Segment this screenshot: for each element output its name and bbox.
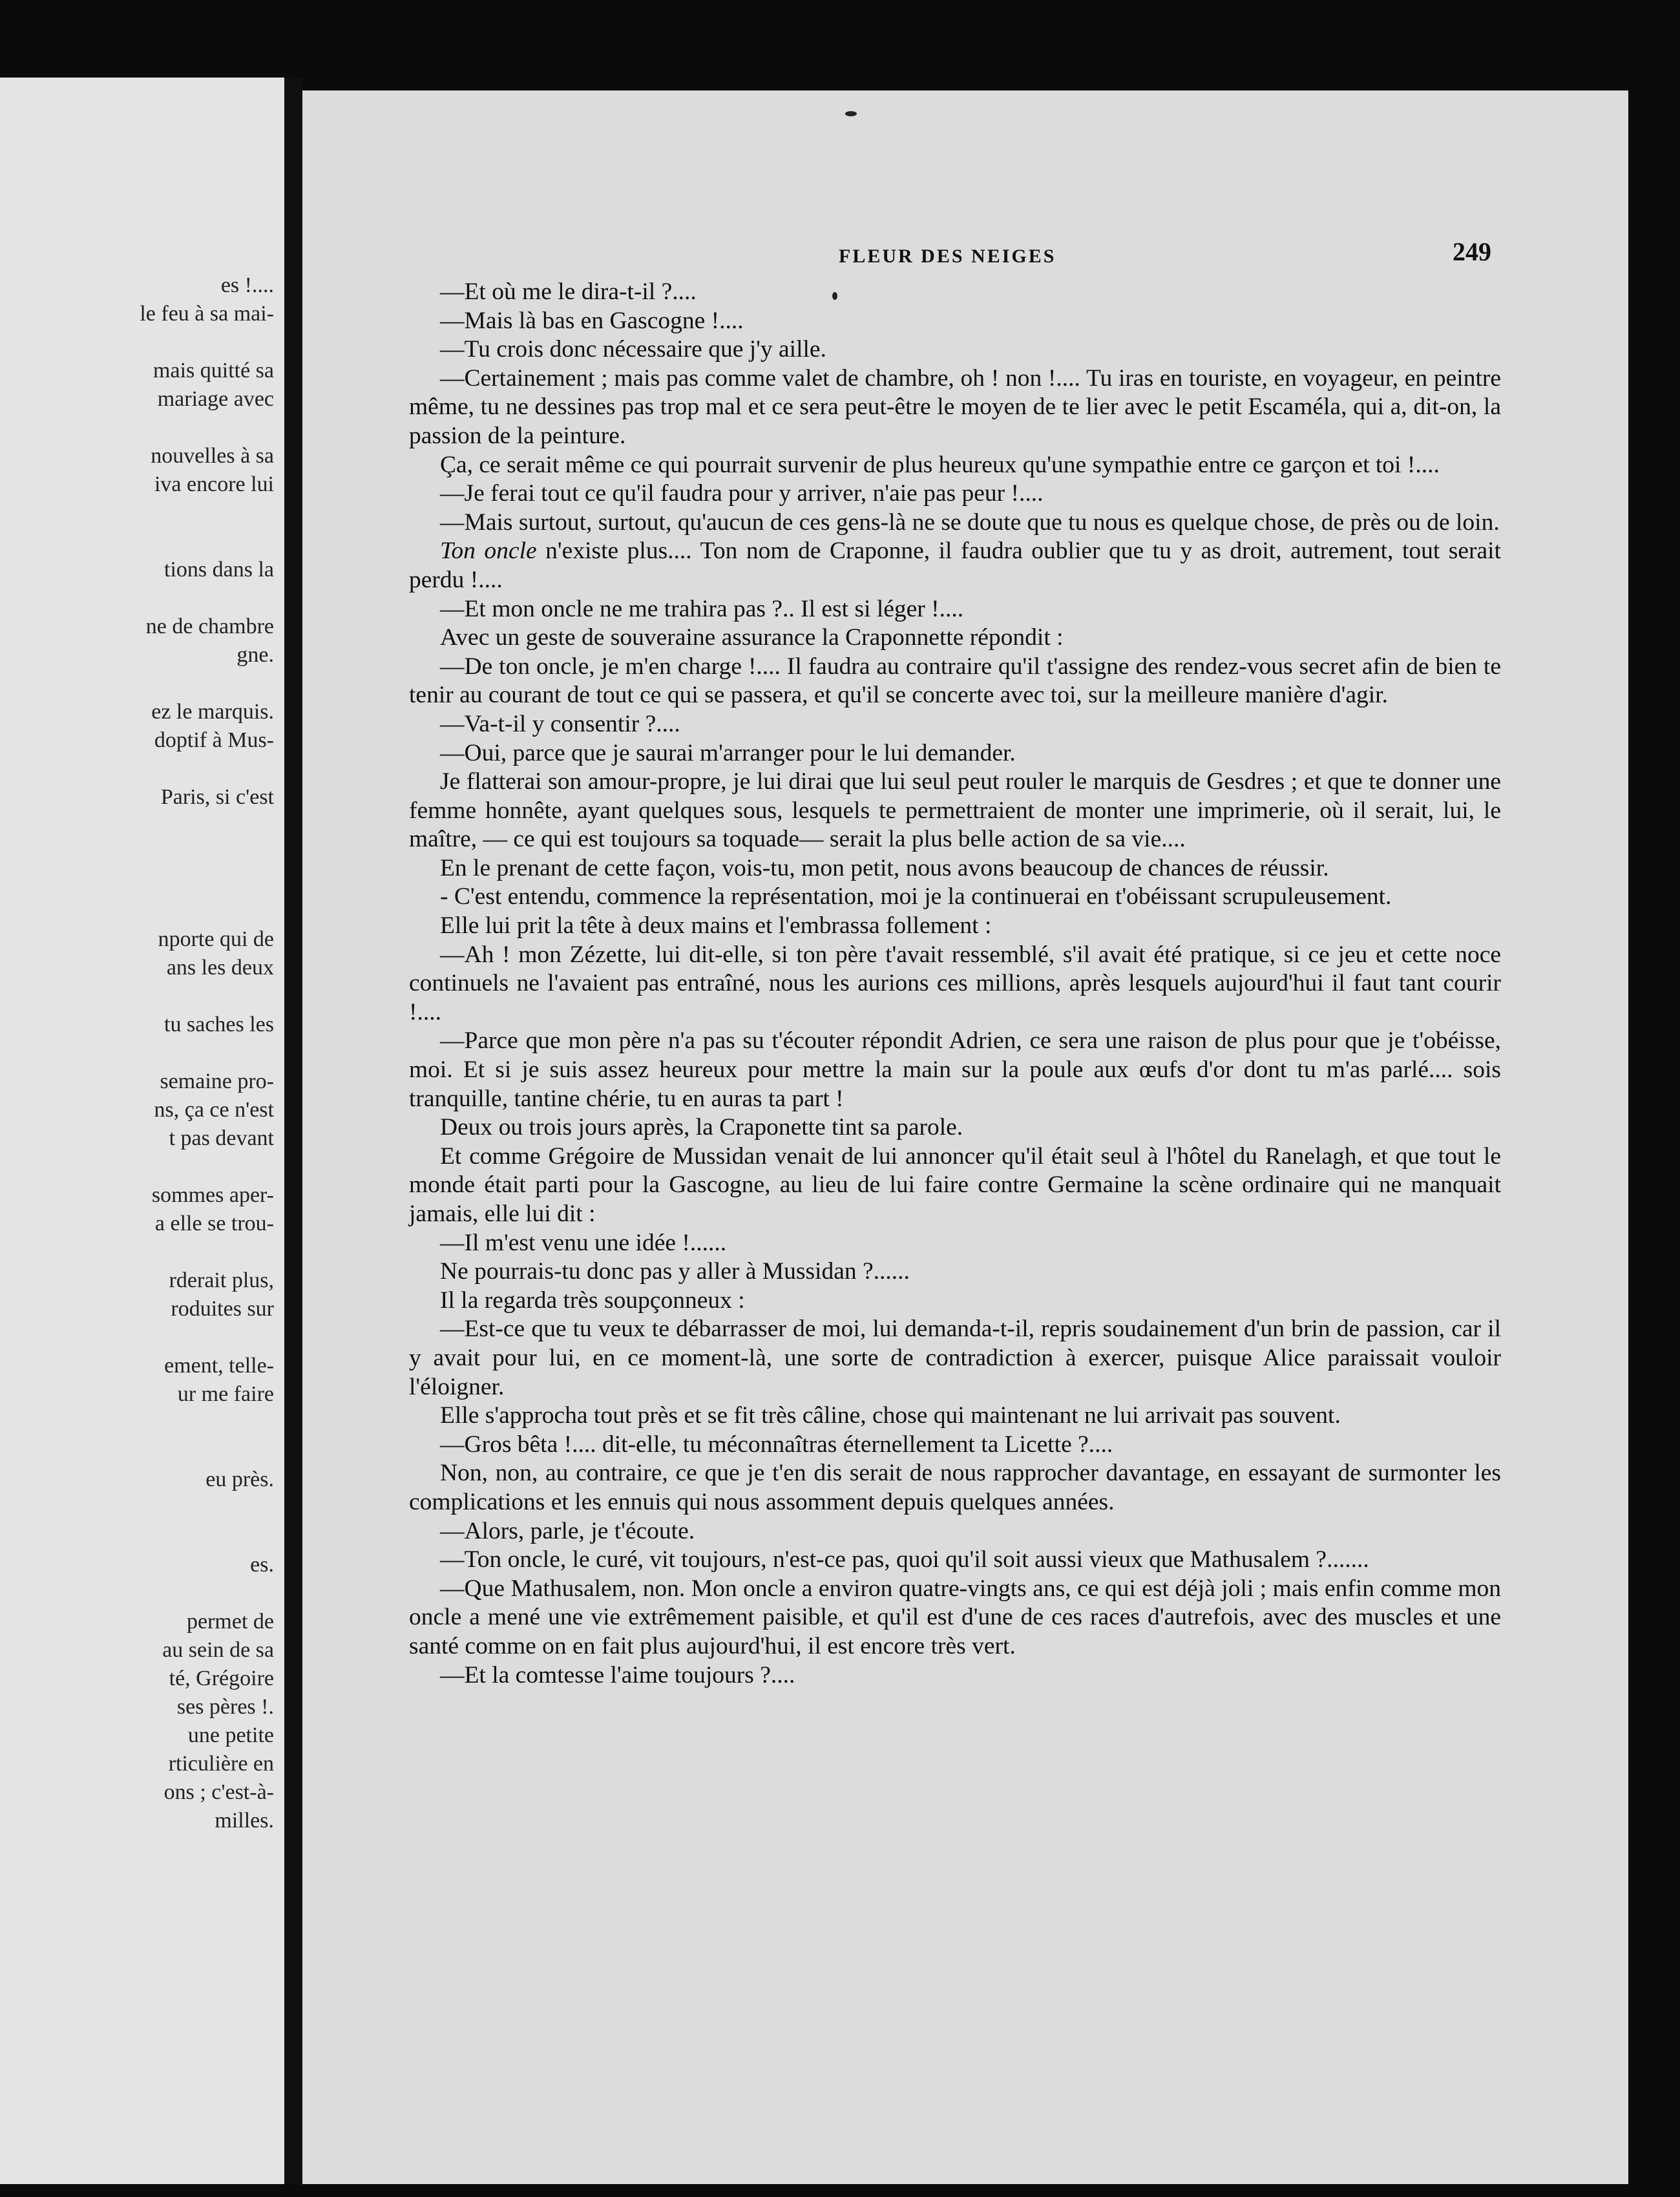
left-page-line: ans les deux bbox=[166, 956, 274, 980]
left-page-gap bbox=[0, 1579, 284, 1608]
paragraph: —Alors, parle, je t'écoute. bbox=[440, 1517, 695, 1544]
paragraph: —Oui, parce que je saurai m'arranger pour le lui demander. bbox=[440, 739, 1016, 766]
paragraph: —Mais surtout, surtout, qu'aucun de ces gens-là ne se doute que tu nous es quelque chose, de près ou de loin. bbox=[440, 509, 1500, 536]
paragraph: —Ton oncle, le curé, vit toujours, n'est-ce pas, quoi qu'il soit aussi vieux que Mathusalem ?....... bbox=[440, 1546, 1369, 1573]
left-page-gap bbox=[0, 499, 284, 527]
running-head: FLEUR DES NEIGES bbox=[839, 246, 1056, 267]
paragraph: —Ah ! mon Zézette, lui dit-elle, si ton père t'avait ressemblé, s'il avait été pratique, si ce jeu et cette noce continuels ne l'avaient pas entraîné, nous les aurions ces millions, après lesquels aujourd'hui il faut tant courir !.... bbox=[409, 941, 1501, 1025]
page-number: 249 bbox=[1453, 237, 1491, 266]
paragraph: —Que Mathusalem, non. Mon oncle a environ quatre-vingts ans, ce qui est déjà joli ; mais enfin comme mon oncle a mené une vie extrêmement paisible, et qu'il est d'une de ces races d'autrefois, avec des muscles et une santé comme on en fait plus aujourd'hui, il est encore très vert. bbox=[409, 1575, 1501, 1659]
paragraph: - C'est entendu, commence la représentation, moi je la continuerai en t'obéissant scrupuleusement. bbox=[440, 883, 1392, 910]
left-page-line: roduites sur bbox=[171, 1297, 274, 1321]
left-page-gap bbox=[0, 982, 284, 1011]
paragraph: —Et mon oncle ne me trahira pas ?.. Il est si léger !.... bbox=[440, 595, 964, 622]
paragraph: En le prenant de cette façon, vois-tu, mon petit, nous avons beaucoup de chances de réussir. bbox=[440, 854, 1329, 881]
left-page-line: té, Grégoire bbox=[169, 1666, 274, 1690]
book-gutter bbox=[284, 78, 302, 2184]
left-page-gap bbox=[0, 584, 284, 613]
left-page-gap bbox=[0, 1323, 284, 1352]
left-page-line: t pas devant bbox=[169, 1126, 274, 1150]
left-page-line: nporte qui de bbox=[158, 927, 274, 951]
left-page-line: rderait plus, bbox=[169, 1268, 274, 1292]
left-page-line: semaine pro- bbox=[160, 1069, 274, 1093]
left-page-line: tu saches les bbox=[164, 1013, 274, 1036]
paragraph: Deux ou trois jours après, la Craponette tint sa parole. bbox=[440, 1114, 963, 1141]
left-page-line: ne de chambre bbox=[145, 615, 274, 638]
main-text bbox=[409, 278, 1501, 1690]
left-page-line: ses pères !. bbox=[176, 1695, 274, 1719]
paragraph: Je flatterai son amour-propre, je lui dirai que lui seul peut rouler le marquis de Gesdres ; et que te donner une femme honnête, ayant quelques sous, lesquels te permettraient de monter une imprimerie, où il serait, lui, le maître, — ce qui est toujours sa toquade— serait la plus belle action de sa vie.... bbox=[409, 768, 1501, 853]
left-page-line: ons ; c'est-à- bbox=[163, 1780, 274, 1804]
left-page-line: milles. bbox=[215, 1809, 274, 1833]
left-page-line: Paris, si c'est bbox=[160, 785, 274, 809]
italic-phrase: Ton oncle bbox=[440, 538, 537, 565]
left-page-line: mariage avec bbox=[157, 387, 274, 411]
left-page-gap bbox=[0, 1522, 284, 1551]
paragraph: —Gros bêta !.... dit-elle, tu méconnaîtras éternellement ta Licette ?.... bbox=[440, 1431, 1113, 1458]
paragraph: —Et la comtesse l'aime toujours ?.... bbox=[440, 1661, 795, 1688]
paragraph: —Il m'est venu une idée !...... bbox=[440, 1229, 727, 1256]
left-page-line: une petite bbox=[187, 1723, 274, 1747]
paragraph: —De ton oncle, je m'en charge !.... Il faudra au contraire qu'il t'assigne des rendez-vous secret afin de bien te tenir au courant de tout ce qui se passera, et qu'il se concerte avec toi, sur la meilleure manière d'agir. bbox=[409, 653, 1501, 709]
left-page-line: nouvelles à sa bbox=[151, 444, 274, 468]
paragraph: Il la regarda très soupçonneux : bbox=[440, 1287, 745, 1314]
left-page-gap bbox=[0, 1039, 284, 1067]
left-page-gap bbox=[0, 1238, 284, 1267]
paragraph: Ton oncle n'existe plus.... Ton nom de Craponne, il faudra oublier que tu y as droit, autrement, tout serait perdu !.... bbox=[409, 538, 1502, 593]
left-page-gap bbox=[0, 414, 284, 442]
paragraph: Elle lui prit la tête à deux mains et l'embrassa follement : bbox=[440, 912, 992, 940]
left-page-line: es !.... bbox=[220, 273, 274, 297]
ink-speck bbox=[832, 292, 837, 300]
paragraph: Elle s'approcha tout près et se fit très câline, chose qui maintenant ne lui arrivait pas souvent. bbox=[440, 1402, 1341, 1429]
paragraph: —Parce que mon père n'a pas su t'écouter répondit Adrien, ce sera une raison de plus pour que je t'obéisse, moi. Et si je suis assez heureux pour mettre la main sur la poule aux œufs d'or dont tu m'as parlé.... sois tranquille, tantine chérie, tu en auras ta part ! bbox=[409, 1027, 1501, 1112]
paragraph: —Je ferai tout ce qu'il faudra pour y arriver, n'aie pas peur !.... bbox=[440, 480, 1044, 507]
left-page-line: ns, ça ce n'est bbox=[154, 1098, 274, 1122]
left-page-gap bbox=[0, 1437, 284, 1466]
left-page-gap bbox=[0, 897, 284, 925]
left-page-gap bbox=[0, 812, 284, 840]
paragraph: —Certainement ; mais pas comme valet de chambre, oh ! non !.... Tu iras en touriste, en voyageur, en peintre même, tu ne dessines pas trop mal et ce sera peut-être le moyen de te lier avec le petit Escaméla, qui a, dit-on, la passion de la peinture. bbox=[409, 364, 1501, 449]
left-page-line: ur me faire bbox=[177, 1382, 274, 1406]
left-page-line: permet de bbox=[187, 1610, 274, 1634]
paragraph: Et comme Grégoire de Mussidan venait de lui annoncer qu'il était seul à l'hôtel du Ranelagh, et que tout le monde était parti pour la Gascogne, au lieu de lui faire contre Germaine la scène ordinaire qui ne manquait jamais, elle lui dit : bbox=[409, 1142, 1501, 1227]
left-page-gap bbox=[0, 840, 284, 868]
left-page-gap bbox=[0, 755, 284, 783]
paragraph: —Mais là bas en Gascogne !.... bbox=[440, 307, 744, 334]
paragraph: —Tu crois donc nécessaire que j'y aille. bbox=[440, 336, 826, 363]
paragraph: Non, non, au contraire, ce que je t'en dis serait de nous rapprocher davantage, en essayant de surmonter les complications et les ennuis qui nous assomment depuis quelques années. bbox=[409, 1460, 1501, 1515]
left-page-line: tions dans la bbox=[164, 558, 274, 582]
left-page bbox=[0, 78, 284, 2184]
left-page-line: ez le marquis. bbox=[151, 700, 274, 724]
right-page bbox=[302, 90, 1628, 2184]
left-page-line: a elle se trou- bbox=[154, 1212, 274, 1235]
left-page-line: ement, telle- bbox=[164, 1354, 274, 1378]
left-page-gap bbox=[0, 527, 284, 556]
left-page-line: eu près. bbox=[205, 1467, 274, 1491]
paragraph: —Et où me le dira-t-il ?.... bbox=[440, 279, 697, 305]
left-page-gap bbox=[0, 1494, 284, 1522]
left-page-gap bbox=[0, 868, 284, 897]
paragraph: —Est-ce que tu veux te débarrasser de moi, lui demanda-t-il, repris soudainement d'un brin de passion, car il y avait pour lui, en ce moment-là, une sorte de contradiction à exercer, puisque Alice paraissait vouloir l'éloigner. bbox=[409, 1316, 1501, 1400]
left-page-line: gne. bbox=[236, 643, 274, 667]
left-page-line: au sein de sa bbox=[162, 1638, 274, 1662]
ink-speck bbox=[845, 111, 857, 116]
paragraph: Avec un geste de souveraine assurance la Craponnette répondit : bbox=[440, 624, 1064, 651]
left-page-line: rticulière en bbox=[168, 1752, 274, 1776]
paragraph: Ne pourrais-tu donc pas y aller à Mussidan ?...... bbox=[440, 1258, 910, 1285]
left-page-line: mais quitté sa bbox=[153, 359, 274, 383]
left-page-line: doptif à Mus- bbox=[154, 728, 274, 752]
paragraph: —Va-t-il y consentir ?.... bbox=[440, 710, 680, 737]
left-page-line: es. bbox=[250, 1553, 274, 1577]
left-page-line: le feu à sa mai- bbox=[140, 302, 274, 326]
left-page-line: iva encore lui bbox=[154, 472, 274, 496]
left-page-text bbox=[0, 271, 284, 1835]
left-page-gap bbox=[0, 1409, 284, 1437]
left-page-line: sommes aper- bbox=[151, 1183, 274, 1207]
left-page-gap bbox=[0, 1153, 284, 1181]
left-page-gap bbox=[0, 669, 284, 698]
paragraph: Ça, ce serait même ce qui pourrait survenir de plus heureux qu'une sympathie entre ce garçon et toi !.... bbox=[440, 451, 1440, 478]
left-page-gap bbox=[0, 328, 284, 357]
